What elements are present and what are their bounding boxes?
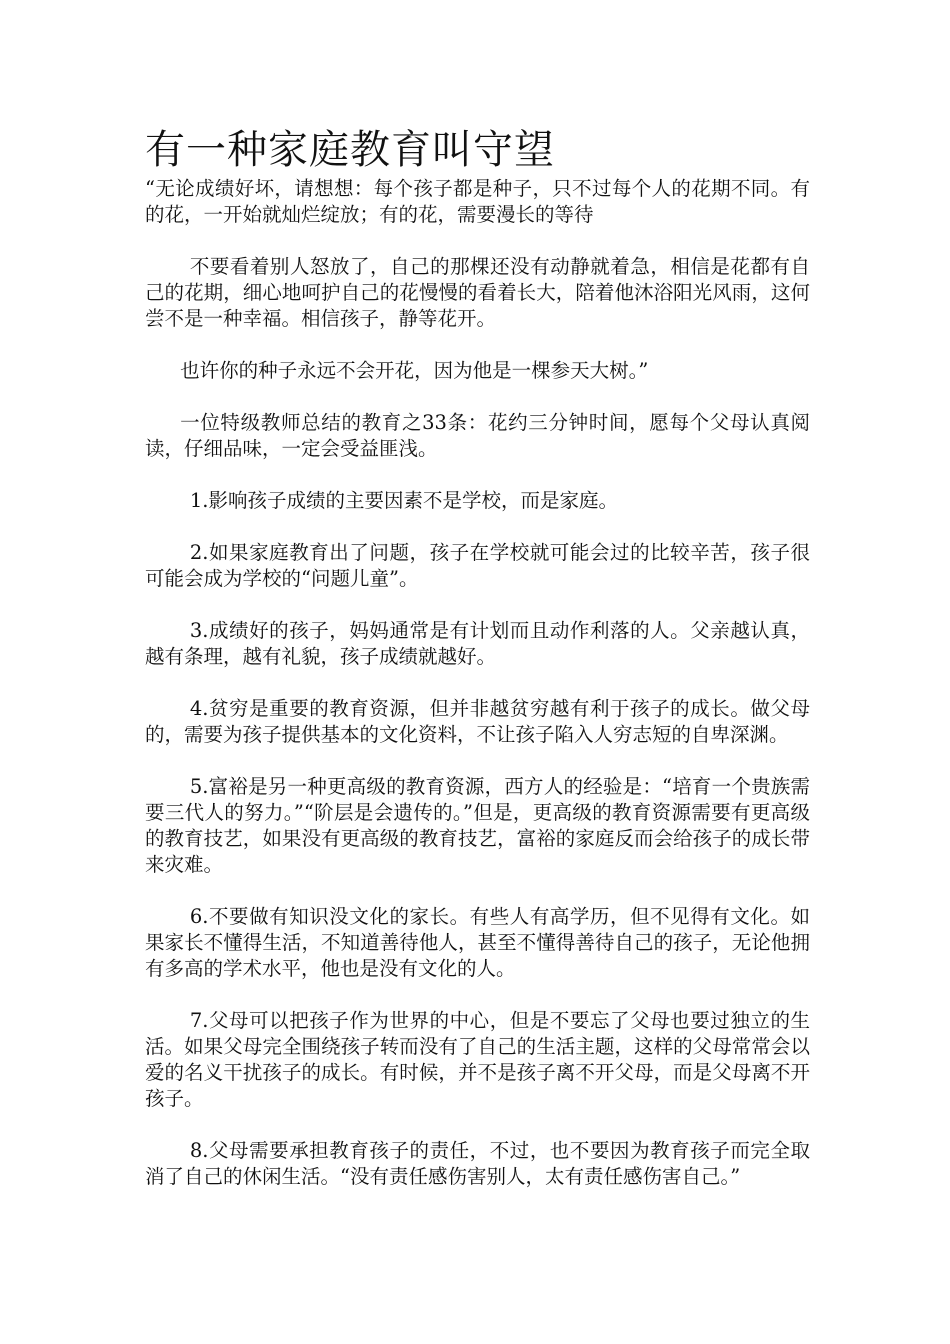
list-item-1: 1.影响孩子成绩的主要因素不是学校，而是家庭。 bbox=[189, 489, 618, 512]
list-item-4: 4.贫穷是重要的教育资源，但并非越贫穷越有利于孩子的成长。做父母的，需要为孩子提供基本的文化资料，不让孩子陷入人穷志短的自卑深渊。 bbox=[145, 697, 810, 746]
paragraph-gap bbox=[145, 982, 810, 1008]
document-title: 有一种家庭教育叫守望 bbox=[145, 127, 555, 173]
paragraph-gap bbox=[145, 748, 810, 774]
paragraph-gap bbox=[145, 592, 810, 618]
list-item-7: 7.父母可以把孩子作为世界的中心，但是不要忘了父母也要过独立的生活。如果父母完全围绕孩子转而没有了自己的生活主题，这样的父母常常会以爱的名义干扰孩子的成长。有时候，并不是孩子离不开父母，而是父母离不开孩子。 bbox=[145, 1009, 810, 1110]
paragraph-quote-body: 不要看着别人怒放了，自己的那棵还没有动静就着急，相信是花都有自己的花期，细心地呵护自己的花慢慢的看着长大，陪着他沐浴阳光风雨，这何尝不是一种幸福。相信孩子，静等花开。 bbox=[145, 255, 810, 330]
list-item-3: 3.成绩好的孩子，妈妈通常是有计划而且动作利落的人。父亲越认真，越有条理，越有礼貌，孩子成绩就越好。 bbox=[145, 619, 810, 668]
paragraph-gap bbox=[145, 670, 810, 696]
list-item-5: 5.富裕是另一种更高级的教育资源，西方人的经验是：“培育一个贵族需要三代人的努力。”“阶层是会遗传的。”但是，更高级的教育资源需要有更高级的教育技艺，如果没有更高级的教育技艺，富裕的家庭反而会给孩子的成长带来灾难。 bbox=[145, 775, 810, 876]
list-item-2: 2.如果家庭教育出了问题，孩子在学校就可能会过的比较辛苦，孩子很可能会成为学校的“问题儿童”。 bbox=[145, 541, 810, 590]
paragraph-gap bbox=[145, 1112, 810, 1138]
paragraph-gap bbox=[145, 514, 810, 540]
list-item-8: 8.父母需要承担教育孩子的责任，不过，也不要因为教育孩子而完全取消了自己的休闲生活。“没有责任感伤害别人，太有责任感伤害自己。” bbox=[145, 1139, 810, 1188]
paragraph-gap bbox=[145, 228, 810, 254]
paragraph-gap bbox=[145, 384, 810, 410]
paragraph-gap bbox=[145, 332, 810, 358]
list-item-6: 6.不要做有知识没文化的家长。有些人有高学历，但不见得有文化。如果家长不懂得生活，不知道善待他人，甚至不懂得善待自己的孩子，无论他拥有多高的学术水平，他也是没有文化的人。 bbox=[145, 905, 810, 980]
paragraph-gap bbox=[145, 878, 810, 904]
paragraph-gap bbox=[145, 462, 810, 488]
paragraph-quote-intro: “无论成绩好坏，请想想：每个孩子都是种子，只不过每个人的花期不同。有的花，一开始就灿烂绽放；有的花，需要漫长的等待 bbox=[145, 177, 810, 226]
document-page bbox=[145, 122, 810, 1190]
paragraph-quote-end: 也许你的种子永远不会开花，因为他是一棵参天大树。” bbox=[180, 359, 649, 382]
paragraph-summary-intro: 一位特级教师总结的教育之33条：花约三分钟时间，愿每个父母认真阅读，仔细品味，一定会受益匪浅。 bbox=[145, 411, 810, 460]
